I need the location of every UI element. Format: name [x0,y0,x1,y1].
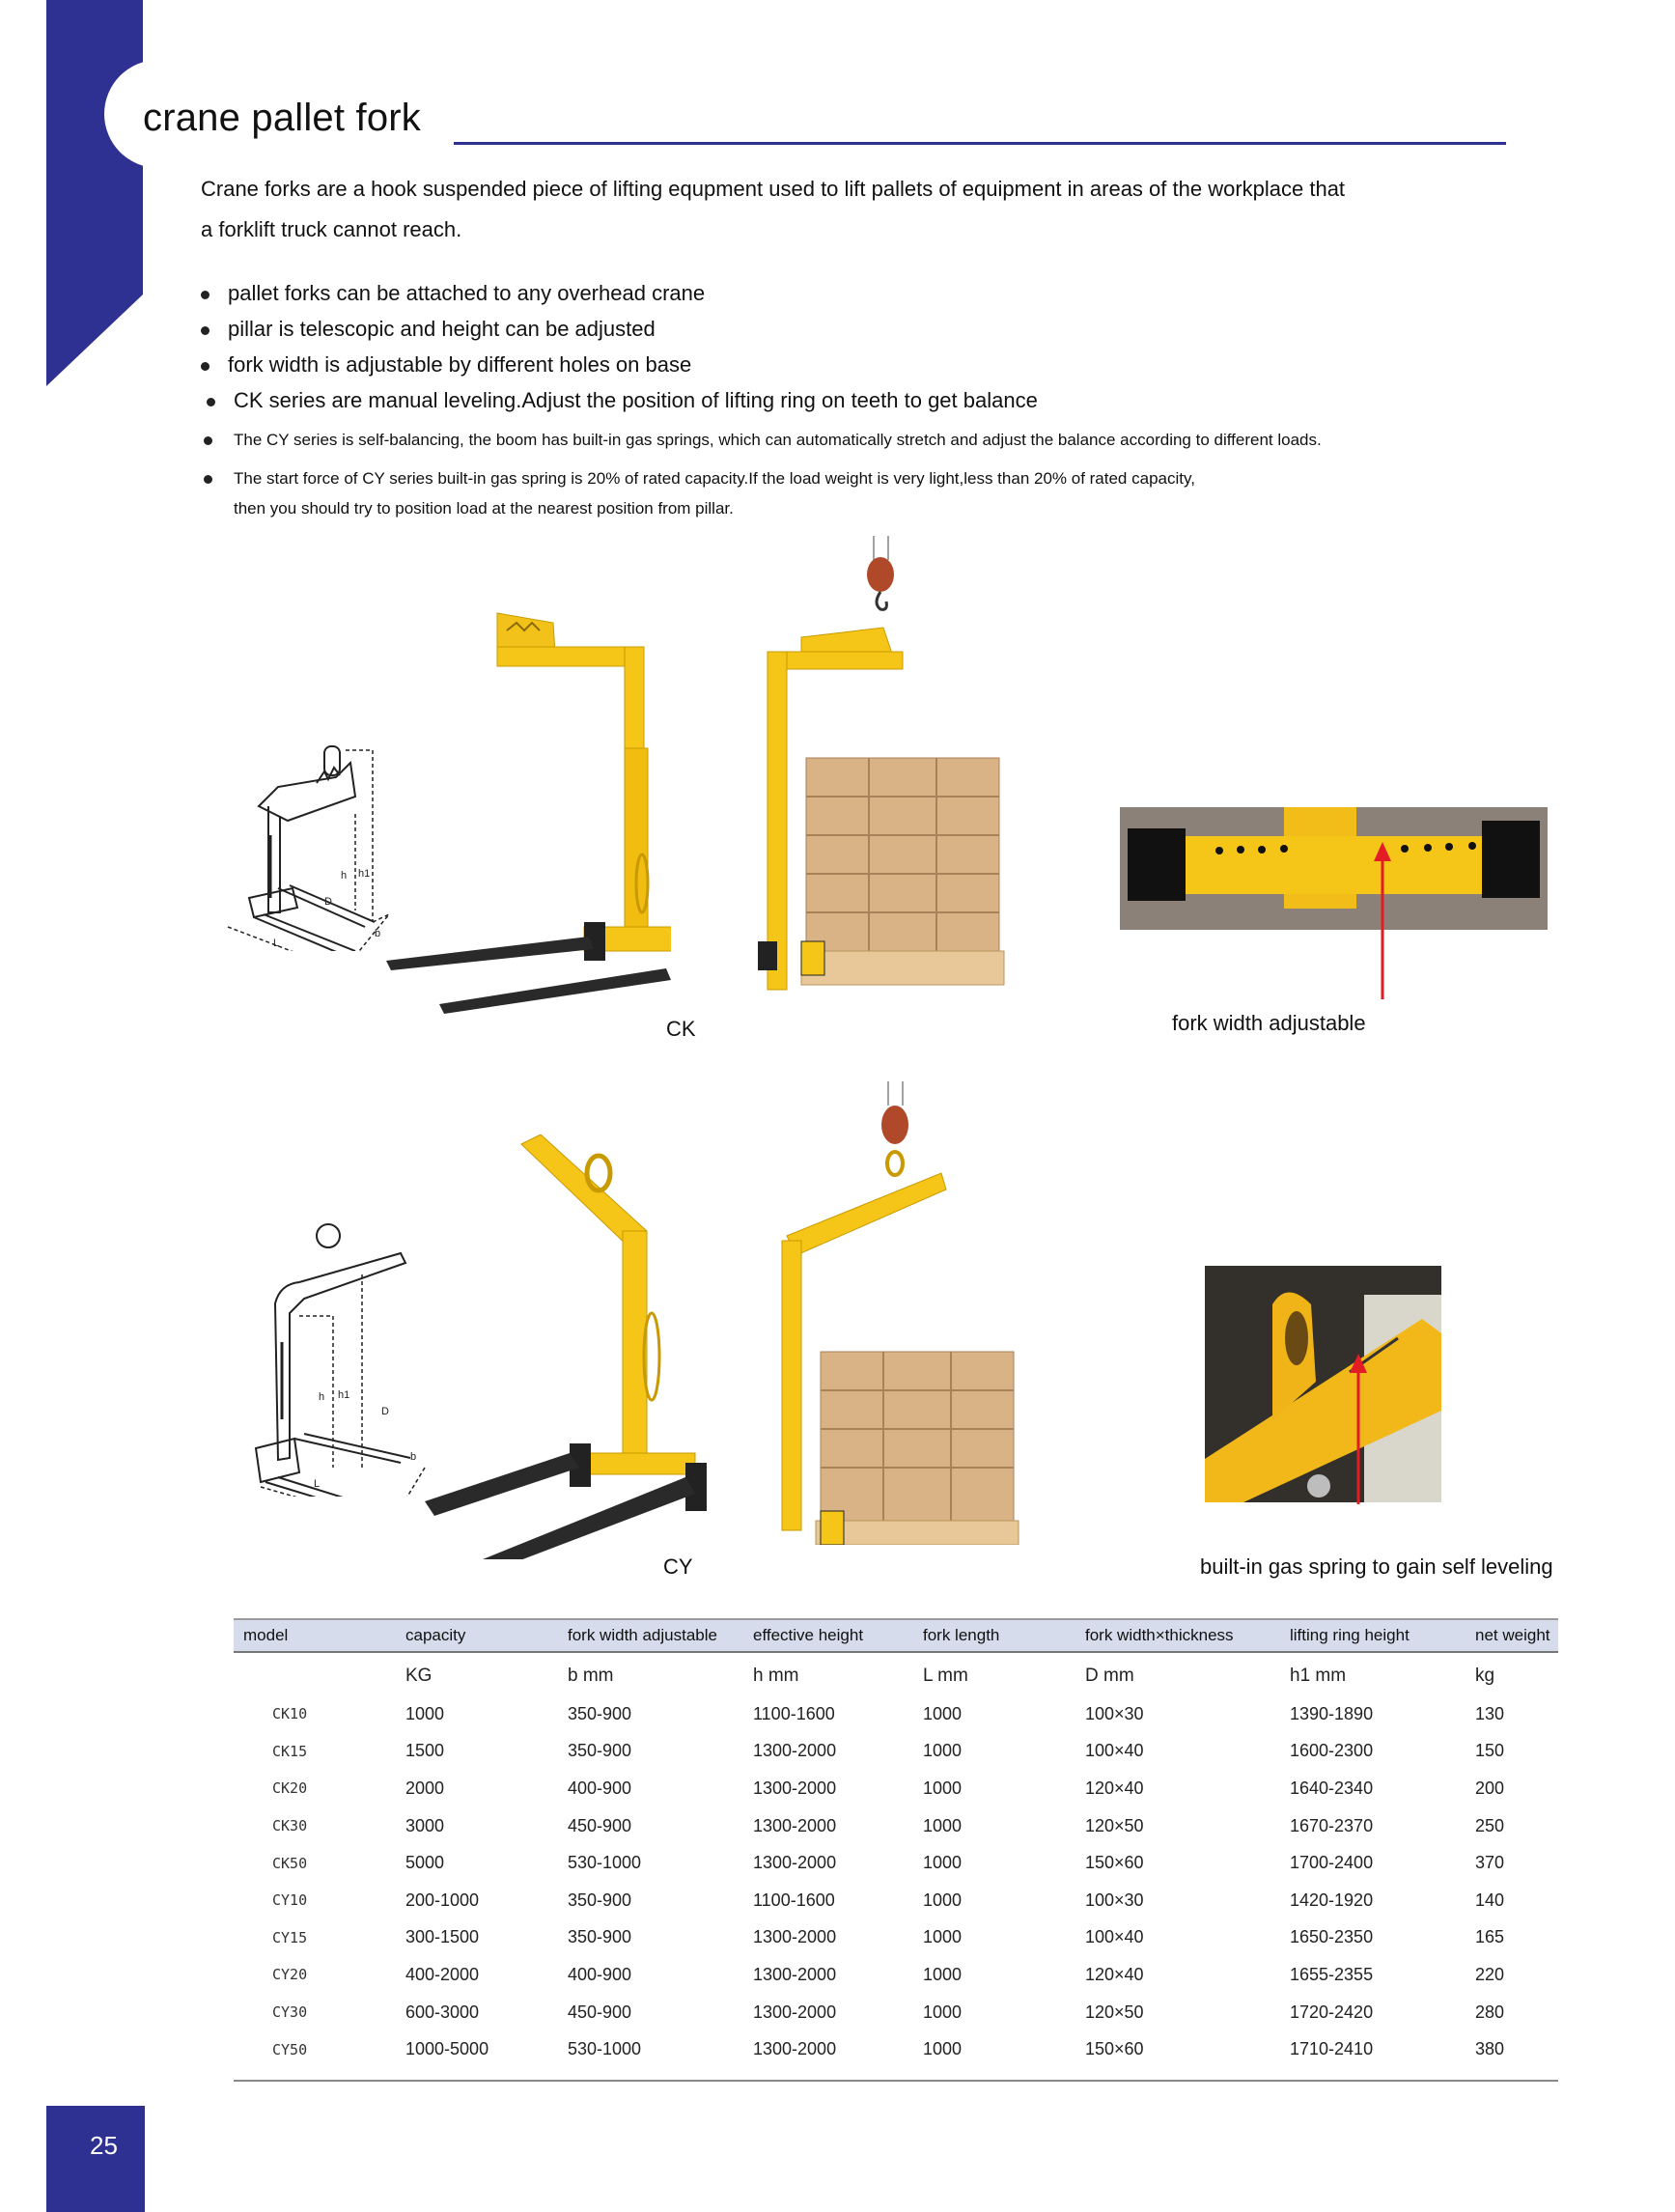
table-row [234,1770,1558,1807]
table-cell: 1300-2000 [753,1964,837,1984]
table-cell: 1000 [923,2002,963,2022]
table-cell: 1000 [923,2039,963,2059]
table-cell: 280 [1475,2002,1505,2022]
cy-dimension-diagram [222,1207,454,1497]
table-row [234,1882,1558,1919]
table-row [234,1956,1558,1994]
table-rule [234,2080,1558,2082]
bullet-icon [201,362,209,371]
table-rule [234,1651,1558,1653]
table-cell: 3000 [405,1815,445,1835]
table-cell: 150 [1475,1741,1505,1761]
label-D: D [381,1406,389,1417]
model-cell: CK15 [272,1742,308,1760]
label-D: D [324,896,332,908]
model-cell: CY50 [272,2040,308,2058]
ck-caption: CK [666,1017,696,1041]
table-cell: 120×50 [1085,2002,1144,2022]
table-cell: 120×40 [1085,1964,1144,1984]
table-cell: 150×60 [1085,2039,1144,2059]
table-cell: 350-900 [568,1927,632,1947]
bullet-icon [204,436,212,445]
table-row [234,1695,1558,1733]
table-cell: 1420-1920 [1290,1890,1374,1910]
label-b: b [375,928,381,939]
table-cell: 1600-2300 [1290,1741,1374,1761]
model-cell: CK30 [272,1817,308,1835]
table-cell: 1000 [923,1741,963,1761]
table-cell: 1300-2000 [753,2002,837,2022]
label-h1: h1 [338,1389,350,1401]
table-cell: 370 [1475,1853,1505,1873]
table-cell: 100×30 [1085,1890,1144,1910]
table-cell: 1640-2340 [1290,1778,1374,1798]
ck-fork-with-pallet-photo [748,536,1038,999]
table-header [234,1620,1558,1651]
bullet-icon [201,291,209,299]
table-cell: 1300-2000 [753,1853,837,1873]
col-header-lifting-ring-height: lifting ring height [1290,1626,1410,1644]
table-cell: 350-900 [568,1890,632,1910]
table-cell: 1000 [923,1703,963,1723]
table-cell: 350-900 [568,1703,632,1723]
col-header-effective-height: effective height [753,1626,864,1644]
col-header-net-weight: net weight [1475,1626,1550,1644]
spec-table [234,1618,1558,2082]
feature-item: pallet forks can be attached to any overhead crane [201,278,1601,314]
bullet-icon [201,326,209,335]
table-cell: 1100-1600 [753,1890,835,1910]
table-cell: 1650-2350 [1290,1927,1374,1947]
fork-width-caption: fork width adjustable [1172,1011,1366,1035]
table-row [234,2030,1558,2068]
table-cell: 1000 [923,1815,963,1835]
page-title: crane pallet fork [143,97,421,139]
table-cell: 1300-2000 [753,1778,837,1798]
table-cell: 400-900 [568,1778,632,1798]
table-cell: 380 [1475,2039,1505,2059]
table-cell: 1000 [923,1964,963,1984]
table-cell: 1670-2370 [1290,1815,1374,1835]
table-body [234,1695,1558,2068]
table-cell: 120×50 [1085,1815,1144,1835]
table-units-row: KG b mm h mm L mm D mm h1 mm kg [405,1666,1495,1686]
gas-spring-caption: built-in gas spring to gain self leveling [1200,1554,1553,1579]
table-cell: 200 [1475,1778,1505,1798]
table-cell: 1300-2000 [753,2039,837,2059]
gas-spring-photo [1205,1266,1441,1502]
col-header-fork-width: fork width adjustable [568,1626,717,1644]
side-banner [46,0,143,386]
table-cell: 530-1000 [568,1853,642,1873]
intro-paragraph [201,169,1552,250]
table-cell: 400-900 [568,1964,632,1984]
title-rule [454,142,1506,145]
table-cell: 1000 [923,1927,963,1947]
table-row [234,1807,1558,1845]
table-cell: 400-2000 [405,1964,480,1984]
arrow-up-icon [1347,1352,1370,1506]
table-cell: 1000-5000 [405,2039,489,2059]
table-row [234,1994,1558,2031]
intro-line-1: Crane forks are a hook suspended piece of lifting equpment used to lift pallets of equipment in areas of the workplace that [201,177,1346,201]
table-cell: 165 [1475,1927,1505,1947]
col-header-fork-length: fork length [923,1626,1000,1644]
table-cell: 150×60 [1085,1853,1144,1873]
table-cell: 450-900 [568,1815,632,1835]
feature-item: The CY series is self-balancing, the boom has built-in gas springs, which can automatically stretch and adjust the balance according to different loads. [201,426,1601,464]
table-cell: 5000 [405,1853,445,1873]
table-cell: 1000 [923,1890,963,1910]
arrow-up-icon [1371,840,1394,1004]
table-cell: 1000 [923,1778,963,1798]
table-cell: 350-900 [568,1741,632,1761]
table-cell: 120×40 [1085,1778,1144,1798]
model-cell: CY10 [272,1891,308,1910]
table-cell: 200-1000 [405,1890,480,1910]
label-h1: h1 [358,868,371,880]
feature-item: The start force of CY series built-in gas spring is 20% of rated capacity.If the load weight is very light,less than 20% of rated capacity, then you should try to position load at the nearest position from pillar. [201,464,1601,524]
table-row [234,1919,1558,1957]
label-h: h [319,1391,325,1403]
table-cell: 1300-2000 [753,1927,837,1947]
col-header-model: model [243,1626,289,1644]
feature-item: CK series are manual leveling.Adjust the position of lifting ring on teeth to get balance [201,385,1601,426]
table-cell: 1700-2400 [1290,1853,1374,1873]
intro-line-2: a forklift truck cannot reach. [201,217,462,241]
table-cell: 1500 [405,1741,445,1761]
model-cell: CY20 [272,1966,308,1984]
page-number: 25 [90,2131,118,2160]
table-cell: 130 [1475,1703,1505,1723]
table-cell: 100×40 [1085,1741,1144,1761]
feature-item: pillar is telescopic and height can be adjusted [201,314,1601,350]
bullet-icon [204,475,212,484]
cy-fork-with-pallet-photo [763,1081,1052,1545]
table-cell: 2000 [405,1778,445,1798]
table-row [234,1844,1558,1882]
table-cell: 1710-2410 [1290,2039,1374,2059]
cy-fork-photo [425,1134,714,1559]
label-L: L [273,938,280,949]
model-cell: CK50 [272,1854,308,1872]
table-cell: 140 [1475,1890,1505,1910]
col-header-capacity: capacity [405,1626,466,1644]
table-cell: 1390-1890 [1290,1703,1374,1723]
label-L: L [314,1478,321,1490]
table-cell: 1300-2000 [753,1815,837,1835]
model-cell: CY30 [272,2003,308,2022]
fork-width-photo [1120,807,1548,930]
page-number-box [46,2106,145,2212]
table-cell: 530-1000 [568,2039,642,2059]
table-cell: 100×40 [1085,1927,1144,1947]
feature-item: fork width is adjustable by different holes on base [201,350,1601,385]
feature-list [201,278,1601,524]
table-cell: 1100-1600 [753,1703,835,1723]
table-row [234,1733,1558,1771]
model-cell: CK10 [272,1705,308,1723]
ck-fork-photo [381,594,671,1019]
table-cell: 1655-2355 [1290,1964,1374,1984]
bullet-icon [207,398,215,406]
table-cell: 100×30 [1085,1703,1144,1723]
col-header-fork-dimensions: fork width×thickness [1085,1626,1234,1644]
label-b: b [410,1451,417,1463]
cy-caption: CY [663,1554,693,1579]
label-h: h [341,870,348,882]
table-cell: 450-900 [568,2002,632,2022]
table-cell: 220 [1475,1964,1505,1984]
table-cell: 1000 [405,1703,445,1723]
model-cell: CY15 [272,1928,308,1946]
table-cell: 1720-2420 [1290,2002,1374,2022]
model-cell: CK20 [272,1779,308,1798]
table-cell: 1000 [923,1853,963,1873]
table-cell: 600-3000 [405,2002,480,2022]
table-cell: 250 [1475,1815,1505,1835]
table-cell: 1300-2000 [753,1741,837,1761]
table-cell: 300-1500 [405,1927,480,1947]
